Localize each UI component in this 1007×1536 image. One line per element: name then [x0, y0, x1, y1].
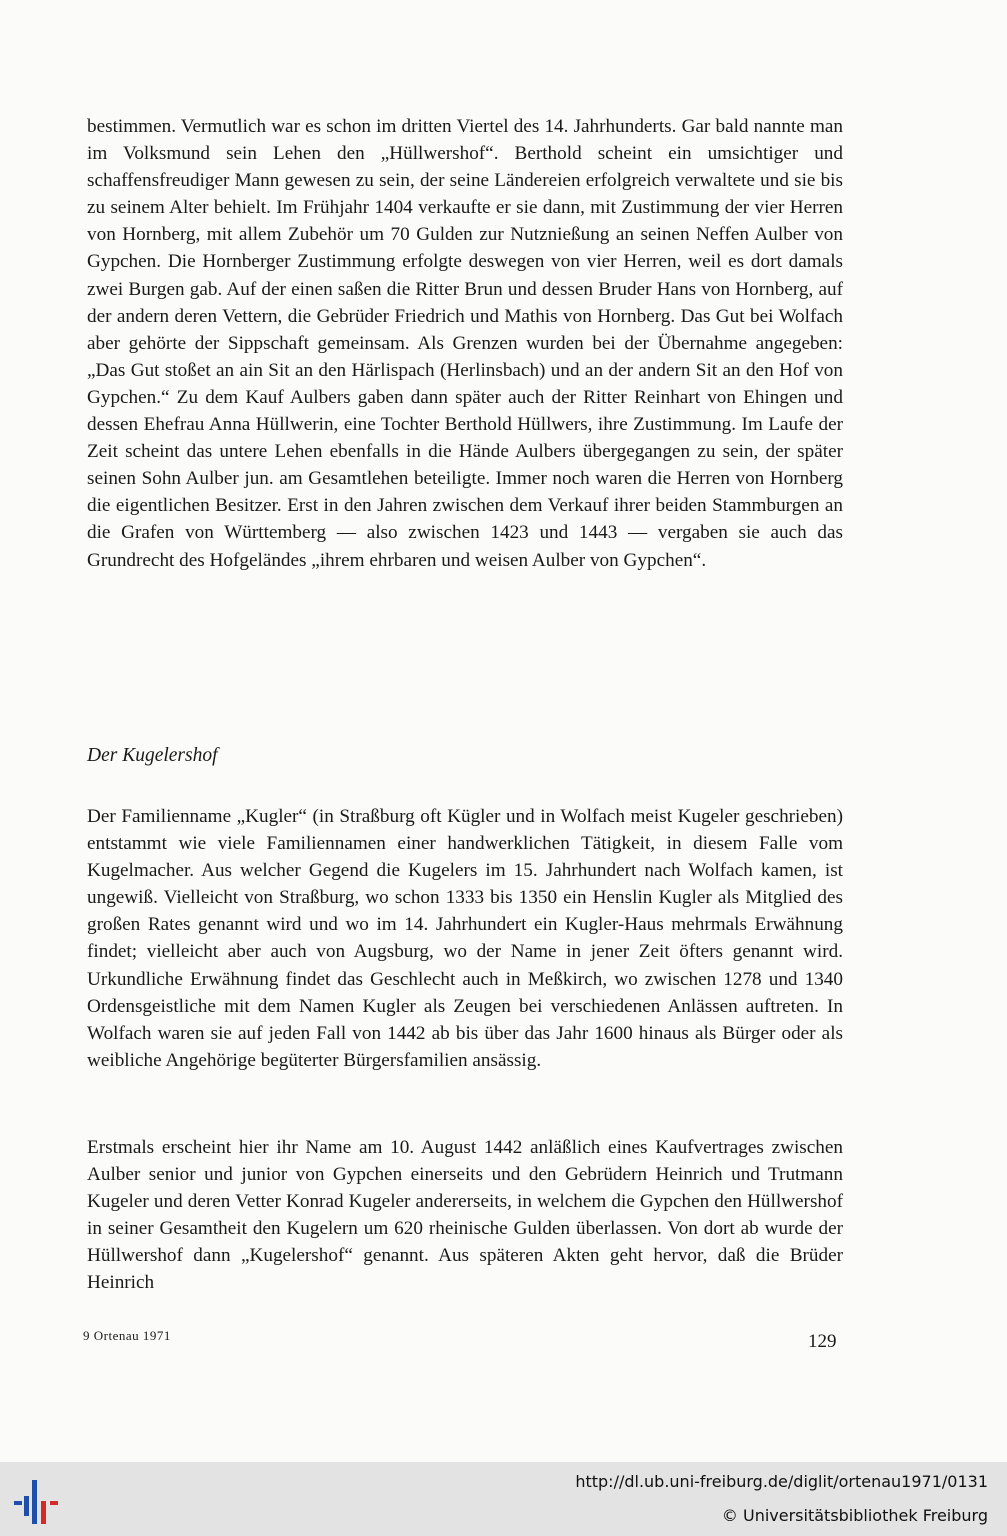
page-number: 129	[808, 1331, 837, 1352]
ub-freiburg-logo-icon	[14, 1474, 64, 1528]
section-heading: Der Kugelershof	[87, 745, 218, 766]
paragraph-first-mention: Erstmals erscheint hier ihr Name am 10. August 1442 anläßlich eines Kaufvertrages zwischen Aulber senior und junior von Gypchen einerseits und den Gebrüdern Heinrich und Trutmann Kugeler und deren Vetter Konrad Kugeler andererseits, in welchem die Gypchen den Hüllwershof in seiner Gesamtheit den Kugelern um 620 rheinische Gulden überlassen. Von dort ab wurde der Hüllwershof dann „Kugelershof“ genannt. Aus späteren Akten geht hervor, daß die Brüder Heinrich	[87, 1137, 843, 1294]
paragraph-family-name: Der Familienname „Kugler“ (in Straßburg oft Kügler und in Wolfach meist Kugeler geschrieben) entstammt wie viele Familiennamen einer handwerklichen Tätigkeit, in diesem Falle vom Kugelmacher. Aus welcher Gegend die Kugelers im 15. Jahrhundert nach Wolfach kamen, ist ungewiß. Vielleicht von Straßburg, wo schon 1333 bis 1350 ein Henslin Kugler als Mitglied des großen Rates genannt wird und wo im 14. Jahrhundert ein Kugler-Haus mehrmals Erwähnung findet; vielleicht aber auch von Augsburg, wo der Name in jener Zeit öfters genannt wird. Urkundliche Erwähnung findet das Geschlecht auch in Meßkirch, wo zwischen 1278 und 1340 Ordensgeistliche mit dem Namen Kugler als Zeugen bei verschiedenen Anlässen auftreten. In Wolfach waren sie auf jeden Fall von 1442 ab bis über das Jahr 1600 hinaus als Bürger oder als weibliche Angehörige begüterter Bürgersfamilien ansässig.	[87, 806, 843, 1071]
viewer-footer	[0, 1462, 1007, 1536]
source-url[interactable]: http://dl.ub.uni-freiburg.de/diglit/ortenau1971/0131	[575, 1472, 988, 1491]
paragraph-hof-history: bestimmen. Vermutlich war es schon im dritten Viertel des 14. Jahrhunderts. Gar bald nannte man im Volksmund sein Lehen den „Hüllwershof“. Berthold scheint ein umsichtiger und schaffensfreudiger Mann gewesen zu sein, der seine Ländereien erfolgreich verwaltete und sie bis zu seinem Alter behielt. Im Frühjahr 1404 verkaufte er sie dann, mit Zustimmung der vier Herren von Hornberg, mit allem Zubehör um 70 Gulden zur Nutznießung an seinen Neffen Aulber von Gypchen. Die Hornberger Zustimmung erfolgte deswegen von vier Herren, weil es dort damals zwei Burgen gab. Auf der einen saßen die Ritter Brun und dessen Bruder Hans von Hornberg, auf der andern deren Vettern, die Gebrüder Friedrich und Mathis von Hornberg. Das Gut bei Wolfach aber gehörte der Sippschaft gemeinsam. Als Grenzen wurden bei der Übernahme angegeben: „Das Gut stoßet an ain Sit an den Härlispach (Herlinsbach) und an der andern Sit an den Hof von Gypchen.“ Zu dem Kauf Aulbers gaben dann später auch der Ritter Reinhart von Ehingen und dessen Ehefrau Anna Hüllwerin, eine Tochter Berthold Hüllwers, ihre Zustimmung. Im Laufe der Zeit scheint das untere Lehen ebenfalls in die Hände Aulbers übergegangen zu sein, der später seinen Sohn Aulber jun. am Gesamtlehen beteiligte. Immer noch waren die Herren von Hornberg die eigentlichen Besitzer. Erst in den Jahren zwischen dem Verkauf ihrer beiden Stammburgen an die Grafen von Württemberg — also zwischen 1423 und 1443 — vergaben sie auch das Grundrecht des Hofgeländes „ihrem ehrbaren und weisen Aulber von Gypchen“.	[87, 116, 843, 571]
copyright-notice: © Universitätsbibliothek Freiburg	[721, 1506, 988, 1525]
printer-signature: 9 Ortenau 1971	[83, 1328, 171, 1343]
